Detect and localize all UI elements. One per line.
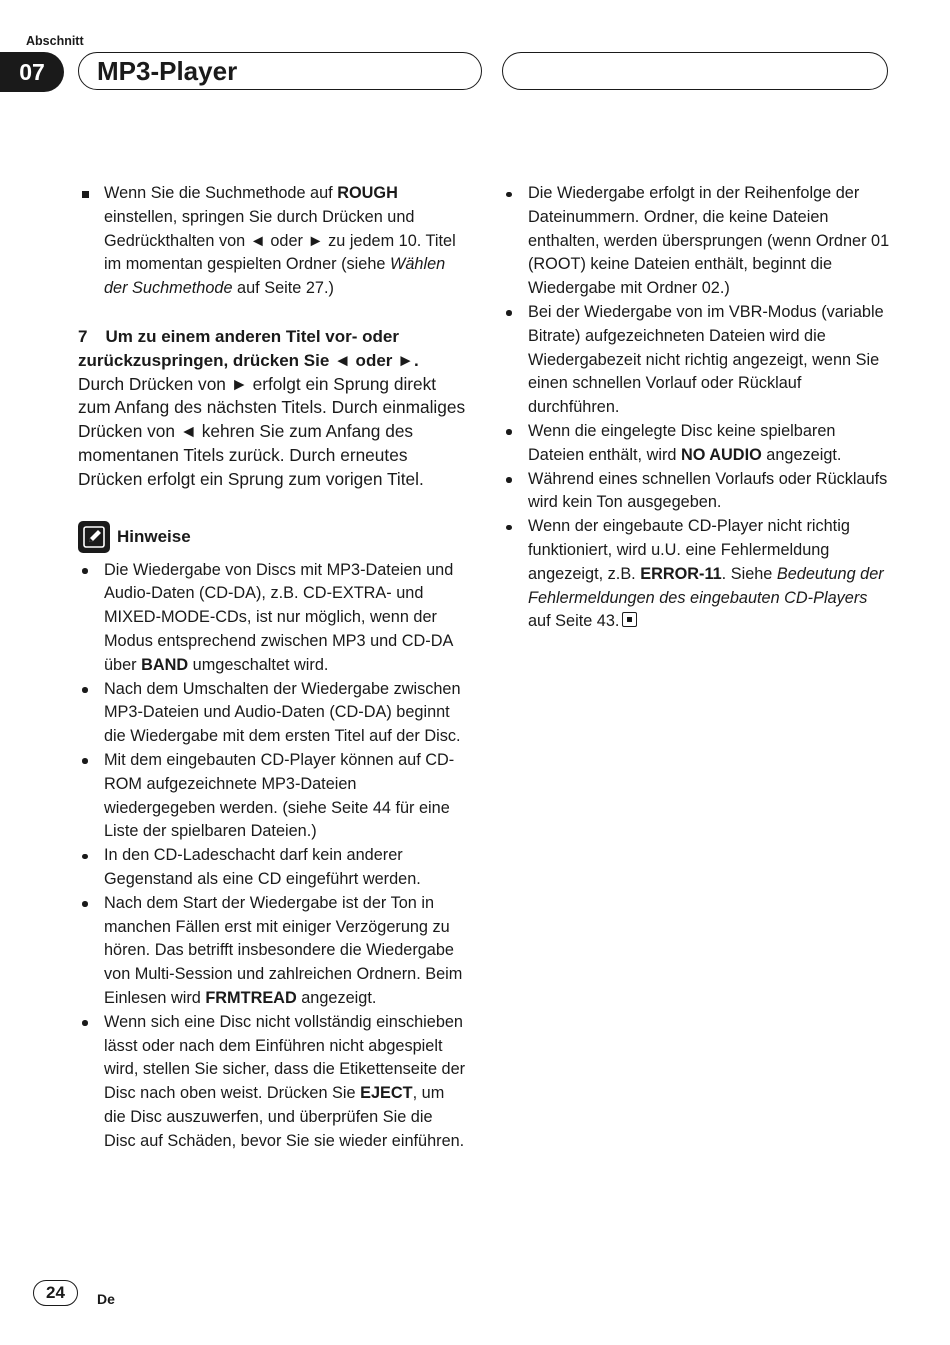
end-of-section-icon bbox=[622, 612, 637, 627]
notes-header bbox=[78, 520, 468, 554]
right-column bbox=[502, 182, 894, 634]
step-body: Durch Drücken von ► erfolgt ein Sprung direkt zum Anfang des nächsten Titels. Durch einmaliges Drücken von ◄ kehren Sie zum Anfang des momentanen Titels zurück. Durch erneutes Drücken erfolgt ein Sprung zum vorigen Titel. bbox=[78, 373, 466, 489]
list-item: Wenn die eingelegte Disc keine spielbaren Dateien enthält, wird NO AUDIO angezeigt. bbox=[502, 420, 894, 468]
language-code: De bbox=[97, 1291, 115, 1307]
left-column bbox=[78, 182, 468, 1153]
list-item: Nach dem Start der Wiedergabe ist der Ton in manchen Fällen erst mit einiger Verzögerung zu hören. Das betrifft insbesondere die Wiedergabe von Multi-Session und zahlreichen Ordnern. Beim Einlesen wird FRMTREAD angezeigt. bbox=[78, 892, 468, 1011]
list-item: Nach dem Umschalten der Wiedergabe zwischen MP3-Dateien und Audio-Daten (CD-DA) beginnt die Wiedergabe mit dem ersten Titel auf der Disc. bbox=[78, 678, 468, 749]
page-title: MP3-Player bbox=[78, 52, 482, 90]
pencil-note-icon bbox=[78, 521, 110, 553]
step-heading bbox=[78, 325, 468, 373]
list-item: Wenn der eingebaute CD-Player nicht richtig funktioniert, wird u.U. eine Fehlermeldung angezeigt, z.B. ERROR-11. Siehe Bedeutung der Fehlermeldungen des eingebauten CD-Players auf Seite 43. bbox=[502, 515, 894, 634]
intro-list bbox=[78, 182, 468, 301]
header-right-pill bbox=[502, 52, 888, 90]
list-item: Während eines schnellen Vorlaufs oder Rücklaufs wird kein Ton ausgegeben. bbox=[502, 468, 894, 516]
list-item: Mit dem eingebauten CD-Player können auf CD-ROM aufgezeichnete MP3-Dateien wiedergegeben werden. (siehe Seite 44 für eine Liste der spielbaren Dateien.) bbox=[78, 749, 468, 844]
notes-list bbox=[78, 559, 468, 1154]
section-number-badge: 07 bbox=[0, 52, 64, 92]
notes-title: Hinweise bbox=[117, 526, 191, 546]
page-number: 24 bbox=[33, 1280, 78, 1306]
list-item: Wenn Sie die Suchmethode auf ROUGH einstellen, springen Sie durch Drücken und Gedrückthalten von ◄ oder ► zu jedem 10. Titel im momentan gespielten Ordner (siehe Wählen der Suchmethode auf Seite 27.) bbox=[78, 182, 468, 301]
list-item: Die Wiedergabe von Discs mit MP3-Dateien und Audio-Daten (CD-DA), z.B. CD-EXTRA- und MIXED-MODE-CDs, ist nur möglich, wenn der Modus entsprechend zwischen MP3 und CD-DA über BAND umgeschaltet wird. bbox=[78, 559, 468, 678]
section-label: Abschnitt bbox=[26, 34, 84, 48]
notes-list-continued bbox=[502, 182, 894, 634]
list-item: Bei der Wiedergabe von im VBR-Modus (variable Bitrate) aufgezeichneten Dateien wird die Wiedergabezeit nicht richtig angezeigt, wenn Sie einen schnellen Vorlauf oder Rücklauf durchführen. bbox=[502, 301, 894, 420]
step-number: 7 bbox=[78, 326, 88, 346]
step-title: Um zu einem anderen Titel vor- oder zurückzuspringen, drücken Sie ◄ oder ►. bbox=[78, 326, 419, 370]
list-item: Die Wiedergabe erfolgt in der Reihenfolge der Dateinummern. Ordner, die keine Dateien enthalten, werden übersprungen (wenn Ordner 01 (ROOT) keine Dateien enthält, beginnt die Wiedergabe mit Ordner 02.) bbox=[502, 182, 894, 301]
list-item: In den CD-Ladeschacht darf kein anderer Gegenstand als eine CD eingeführt werden. bbox=[78, 844, 468, 892]
list-item: Wenn sich eine Disc nicht vollständig einschieben lässt oder nach dem Einführen nicht abgespielt wird, stellen Sie sicher, dass die Etikettenseite der Disc nach oben weist. Drücken Sie EJECT, um die Disc auszuwerfen, und überprüfen Sie die Disc auf Schäden, bevor Sie sie wieder einführen. bbox=[78, 1011, 468, 1154]
